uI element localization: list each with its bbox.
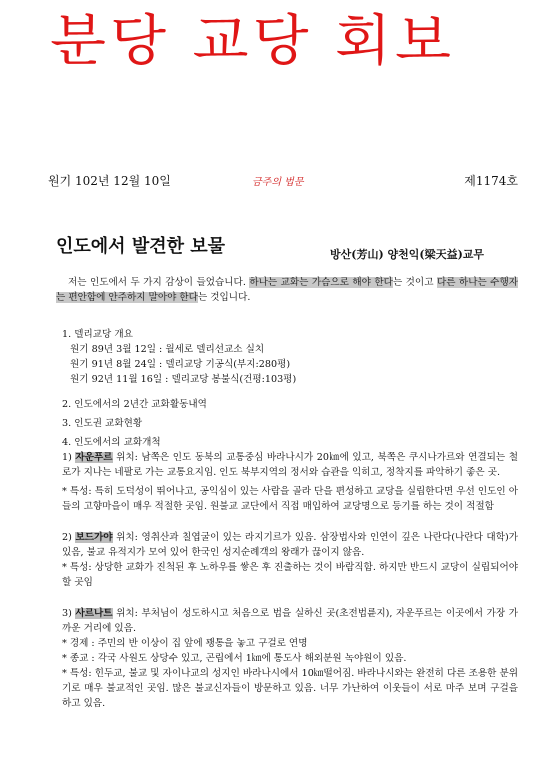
site-bodhgaya (56, 530, 518, 560)
issue-meta (48, 172, 518, 190)
site-sarnath (56, 606, 518, 636)
intro-highlight-2: 다른 하나는 수행자는 편안함에 안주하지 말아야 한다 (56, 277, 518, 303)
article-body (56, 275, 518, 711)
site-name: 보드가야 (75, 532, 113, 543)
outline-heading-4: 4. 인도에서의 교화개척 (62, 437, 161, 448)
site-note: * 특성: 특히 도덕성이 뛰어나고, 공익심이 있는 사람을 골라 단을 편성하고 교당을 실립한다면 우선 인도인 아들의 고향마을이 매우 적절한 곳임. 원불교 교단에서 직접 매입하여 교당명으로 등기를 하는 것이 적절함 (62, 486, 518, 512)
outline-item: 원기 89년 3월 12일 : 월세로 델리선교소 실치 (70, 344, 265, 355)
site-note: * 경제 : 주민의 반 이상이 집 앞에 꽹통을 놓고 구걸로 연명 (62, 638, 308, 649)
site-number: 1) (62, 452, 72, 463)
site-note: * 종교 : 각국 사원도 상당수 있고, 곤립에서 1㎞에 통도사 해외분원 녹야원이 있음. (62, 653, 407, 664)
intro-paragraph (56, 275, 518, 305)
site-jaunpur (56, 450, 518, 480)
site-name: 사르나트 (75, 608, 113, 619)
article-author: 방산(芳山) 양천익(梁天益)교무 (330, 248, 485, 261)
site-number: 2) (62, 532, 72, 543)
outline-heading-3: 3. 인도권 교화현황 (62, 418, 143, 429)
outline-item: 원기 91년 8월 24일 : 델리교당 기공식(부지:280평) (70, 359, 291, 370)
site-text: 위치: 남쪽은 인도 동북의 교통중심 바라나시가 20㎞에 있고, 북쪽은 쿠시나가르와 연결되는 철로가 지나는 네팔로 가는 교통요지임. 인도 북부지역의 정서와 습관을 익히고, 정착지를 파악하기 좋은 곳. (62, 452, 518, 478)
intro-text: 는 것이고 (392, 277, 434, 288)
issue-date: 원기 102년 12월 10일 (48, 174, 171, 188)
outline-item: 원기 92년 11월 16일 : 델리교당 봉불식(건평:103평) (70, 374, 297, 385)
site-text: 위치: 부처님이 성도하시고 처음으로 법을 실하신 곳(초전법륜지), 자운푸르는 이곳에서 가장 가까운 거리에 있음. (62, 608, 518, 634)
site-name: 자운푸르 (75, 452, 113, 463)
outline-heading-2: 2. 인도에서의 2년간 교화활동내역 (62, 399, 207, 410)
intro-text: 저는 인도에서 두 가지 감상이 들었습니다. (68, 277, 246, 288)
intro-highlight-1: 하나는 교화는 가슴으로 해야 한다 (249, 277, 393, 288)
site-note: * 특성: 상당한 교화가 진척된 후 노하우를 쌓은 후 진출하는 것이 바람직함. 하지만 반드시 교당이 실립되어야 할 곳임 (62, 562, 518, 588)
site-text: 위치: 영취산과 칠엽굴이 있는 라지기르가 있음. 삼장법사와 인연이 깊은 나란다(나란다 대학)가 있음, 불교 유적지가 모여 있어 한국인 성지순례객의 왕래가 끊이지 않음. (62, 532, 518, 558)
site-note: * 특성: 힌두교, 불교 및 자이나교의 성지인 바라나시에서 10㎞떨어짐. 바라나시와는 완전히 다른 조용한 분위기로 매우 불교적인 곳임. 많은 불교신자들이 방문하고 있음. 너무 가난하여 이웃들이 서로 마주 보며 구걸을 하고 있음. (62, 668, 518, 709)
section-label: 금주의 법문 (252, 177, 304, 188)
masthead-title: 분당 교당 회보 (50, 8, 456, 73)
intro-text: 는 것입니다. (197, 292, 251, 303)
issue-number: 제1174호 (464, 174, 518, 188)
outline-heading-1: 1. 델리교당 개요 (62, 329, 133, 340)
article-title: 인도에서 발견한 보물 (56, 236, 226, 257)
site-number: 3) (62, 608, 72, 619)
